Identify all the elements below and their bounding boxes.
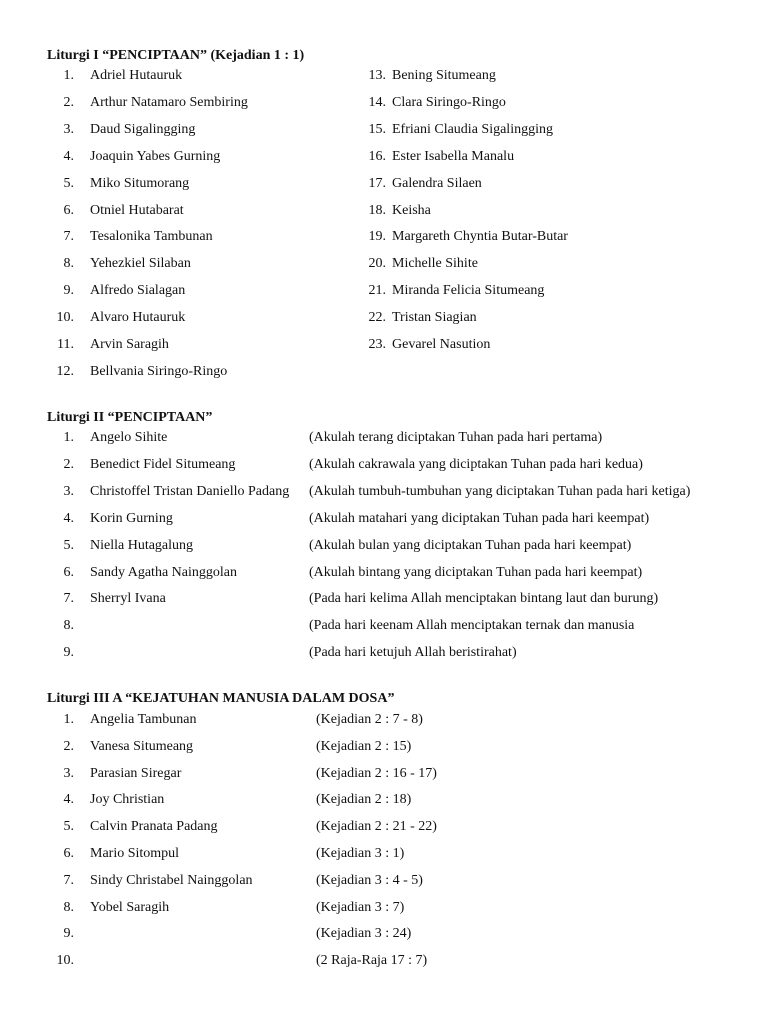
item-number: 11. xyxy=(57,337,74,352)
item-number: 7. xyxy=(63,872,74,888)
item-name: Bening Situmeang xyxy=(392,68,496,83)
item-note: (Kejadian 2 : 15) xyxy=(316,738,412,754)
item-number: 13. xyxy=(368,68,386,83)
item-number: 3. xyxy=(63,121,74,137)
item-name: Clara Siringo-Ringo xyxy=(392,94,506,110)
item-name: Alvaro Hutauruk xyxy=(90,310,186,326)
item-note: (Pada hari ketujuh Allah beristirahat) xyxy=(309,645,517,661)
item-name: Otniel Hutabarat xyxy=(90,202,184,218)
item-name: Niella Hutagalung xyxy=(90,537,194,553)
item-number: 18. xyxy=(368,202,386,218)
item-number: 9. xyxy=(63,926,74,942)
item-note: (Kejadian 2 : 18) xyxy=(316,792,412,808)
item-number: 10. xyxy=(56,953,74,969)
item-number: 3. xyxy=(63,765,74,781)
item-name: Mario Sitompul xyxy=(90,846,180,861)
item-name: Yobel Saragih xyxy=(90,899,170,915)
item-number: 14. xyxy=(368,94,386,110)
item-note: (Pada hari kelima Allah menciptakan bintang laut dan burung) xyxy=(309,591,659,607)
item-note: (Pada hari keenam Allah menciptakan ternak dan manusia xyxy=(309,618,635,634)
item-number: 4. xyxy=(63,510,74,526)
item-name: Joaquin Yabes Gurning xyxy=(90,148,221,164)
item-name: Sandy Agatha Nainggolan xyxy=(90,564,237,580)
item-name: Galendra Silaen xyxy=(392,175,482,191)
item-name: Efriani Claudia Sigalingging xyxy=(392,121,553,137)
item-name: Michelle Sihite xyxy=(392,256,478,272)
item-name: Miranda Felicia Situmeang xyxy=(392,283,545,299)
item-note: (Kejadian 3 : 24) xyxy=(316,926,412,942)
item-number: 6. xyxy=(63,564,74,580)
item-number: 15. xyxy=(368,121,386,137)
item-name: Angelia Tambunan xyxy=(90,712,197,727)
item-number: 8. xyxy=(63,618,74,634)
item-name: Tristan Siagian xyxy=(392,310,477,326)
item-note: (Kejadian 3 : 1) xyxy=(316,846,405,861)
item-note: (Akulah bintang yang diciptakan Tuhan pada hari keempat) xyxy=(309,564,643,580)
item-number: 5. xyxy=(63,537,74,553)
item-name: Miko Situmorang xyxy=(90,175,190,191)
item-note: (Kejadian 2 : 16 - 17) xyxy=(316,765,437,781)
item-number: 19. xyxy=(368,229,386,245)
section3-heading: Liturgi III A “KEJATUHAN MANUSIA DALAM DOSA” xyxy=(47,691,395,706)
item-number: 16. xyxy=(368,148,386,164)
section2-heading: Liturgi II “PENCIPTAAN” xyxy=(47,410,213,425)
item-number: 20. xyxy=(368,256,386,272)
item-number: 4. xyxy=(63,148,74,164)
item-note: (Akulah terang diciptakan Tuhan pada hari pertama) xyxy=(309,430,603,445)
item-number: 1. xyxy=(63,430,74,445)
item-number: 17. xyxy=(368,175,386,191)
item-name: Joy Christian xyxy=(90,792,165,808)
item-name: Margareth Chyntia Butar-Butar xyxy=(392,229,568,245)
item-name: Benedict Fidel Situmeang xyxy=(90,456,236,472)
item-note: (Akulah bulan yang diciptakan Tuhan pada hari keempat) xyxy=(309,537,632,553)
item-name: Arthur Natamaro Sembiring xyxy=(90,94,248,110)
item-note: (Akulah matahari yang diciptakan Tuhan pada hari keempat) xyxy=(309,510,650,526)
item-name: Calvin Pranata Padang xyxy=(90,819,218,835)
item-name: Arvin Saragih xyxy=(90,337,169,352)
item-number: 9. xyxy=(63,645,74,661)
item-name: Vanesa Situmeang xyxy=(90,738,194,754)
item-number: 21. xyxy=(368,283,386,299)
item-number: 2. xyxy=(63,456,74,472)
item-name: Adriel Hutauruk xyxy=(90,68,183,83)
item-number: 2. xyxy=(63,94,74,110)
item-name: Parasian Siregar xyxy=(90,765,182,781)
item-name: Angelo Sihite xyxy=(90,430,168,445)
item-name: Sherryl Ivana xyxy=(90,591,166,607)
item-number: 8. xyxy=(63,899,74,915)
item-name: Yehezkiel Silaban xyxy=(90,256,191,272)
item-note: (Kejadian 3 : 7) xyxy=(316,899,405,915)
item-number: 6. xyxy=(63,846,74,861)
item-number: 23. xyxy=(368,337,386,352)
item-note: (Akulah cakrawala yang diciptakan Tuhan pada hari kedua) xyxy=(309,456,643,472)
item-number: 6. xyxy=(63,202,74,218)
item-name: Daud Sigalingging xyxy=(90,121,196,137)
item-note: (Akulah tumbuh-tumbuhan yang diciptakan Tuhan pada hari ketiga) xyxy=(309,483,691,499)
item-note: (Kejadian 3 : 4 - 5) xyxy=(316,872,423,888)
item-number: 3. xyxy=(63,483,74,499)
item-name: Alfredo Sialagan xyxy=(90,283,186,299)
item-number: 8. xyxy=(63,256,74,272)
item-name: Gevarel Nasution xyxy=(392,337,491,352)
item-number: 7. xyxy=(63,229,74,245)
item-name: Christoffel Tristan Daniello Padang xyxy=(90,483,290,499)
item-number: 9. xyxy=(63,283,74,299)
item-name: Tesalonika Tambunan xyxy=(90,229,213,245)
item-number: 5. xyxy=(63,819,74,835)
item-number: 12. xyxy=(56,363,74,379)
item-number: 5. xyxy=(63,175,74,191)
item-name: Sindy Christabel Nainggolan xyxy=(90,872,253,888)
item-number: 1. xyxy=(63,712,74,727)
item-name: Keisha xyxy=(392,202,431,218)
item-name: Korin Gurning xyxy=(90,510,173,526)
item-number: 4. xyxy=(63,792,74,808)
item-number: 10. xyxy=(56,310,74,326)
section1-heading: Liturgi I “PENCIPTAAN” (Kejadian 1 : 1) xyxy=(47,48,305,63)
item-note: (Kejadian 2 : 21 - 22) xyxy=(316,819,437,835)
item-number: 7. xyxy=(63,591,74,607)
item-number: 1. xyxy=(63,68,74,83)
item-number: 2. xyxy=(63,738,74,754)
item-name: Ester Isabella Manalu xyxy=(392,148,515,164)
item-number: 22. xyxy=(368,310,386,326)
item-name: Bellvania Siringo-Ringo xyxy=(90,363,228,379)
item-note: (2 Raja-Raja 17 : 7) xyxy=(316,953,428,969)
item-note: (Kejadian 2 : 7 - 8) xyxy=(316,712,423,727)
